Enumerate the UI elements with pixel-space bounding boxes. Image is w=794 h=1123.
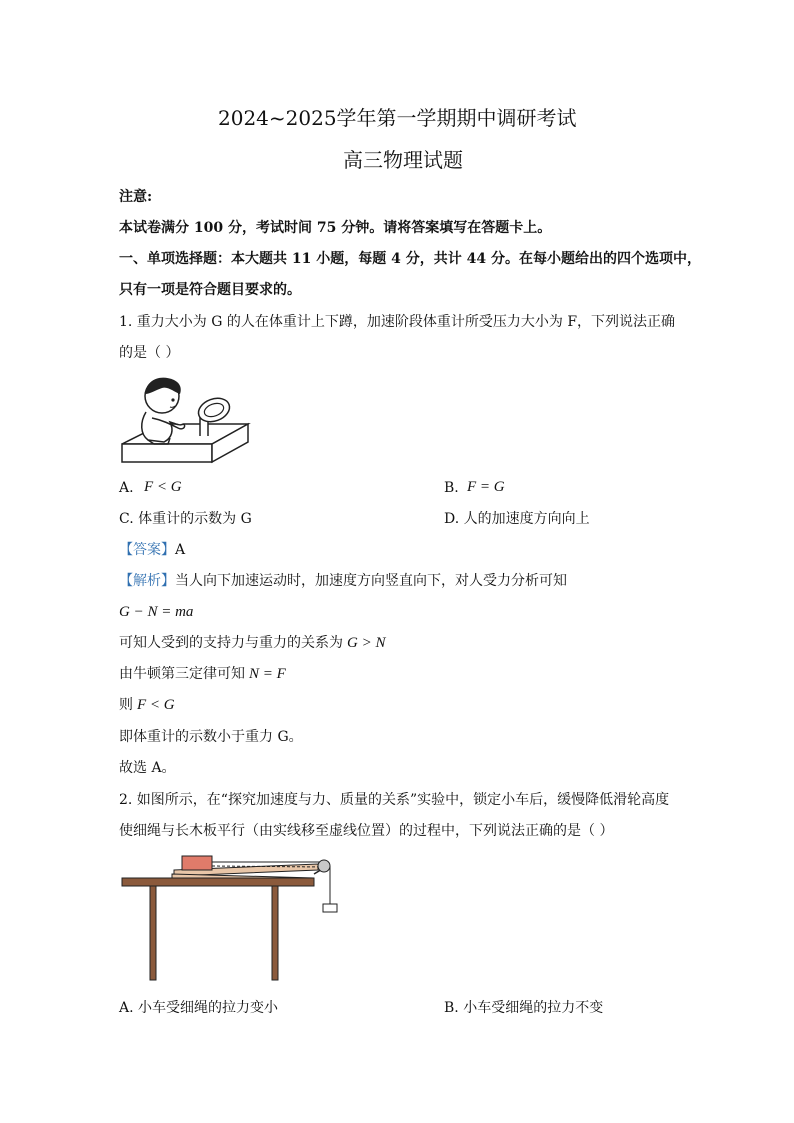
then-text: 则 [119, 697, 133, 713]
q1-answer-line [119, 541, 185, 559]
answer-tag: 【答案】 [119, 542, 175, 558]
q2-cart-pulley-table-figure [118, 850, 348, 984]
q1-then-line [119, 696, 175, 714]
support-eq: G > N [347, 635, 386, 651]
q1-stem-line1: 1. 重力大小为 G 的人在体重计上下蹲，加速阶段体重计所受压力大小为 F，下列说法正确 [119, 314, 676, 330]
q1-stem-line2: 的是（ ） [119, 345, 180, 361]
notice-label: 注意: [119, 189, 153, 205]
q1-option-a-label: A. [119, 480, 134, 496]
analysis-text: 当人向下加速运动时，加速度方向竖直向下，对人受力分析可知 [175, 573, 567, 589]
support-text: 可知人受到的支持力与重力的关系为 [119, 635, 343, 651]
q1-reading-line: 即体重计的示数小于重力 G。 [119, 729, 303, 745]
q2-option-a: A. 小车受细绳的拉力变小 [119, 1000, 279, 1016]
q2-stem-line2: 使细绳与长木板平行（由实线移至虚线位置）的过程中，下列说法正确的是（ ） [119, 823, 614, 839]
q1-support-line [119, 634, 385, 652]
q2-stem-line1: 2. 如图所示，在“探究加速度与力、质量的关系”实验中，锁定小车后，缓慢降低滑轮高度 [119, 792, 670, 808]
section-heading-line2: 只有一项是符合题目要求的。 [119, 282, 301, 298]
q1-newton-line [119, 665, 286, 683]
analysis-tag: 【解析】 [119, 573, 175, 589]
q1-option-c: C. 体重计的示数为 G [119, 511, 252, 527]
q2-option-b: B. 小车受细绳的拉力不变 [444, 1000, 604, 1016]
then-eq: F < G [137, 697, 175, 713]
q1-option-b-label: B. [444, 480, 459, 496]
q1-option-d: D. 人的加速度方向向上 [444, 511, 590, 527]
q1-analysis-line [119, 572, 567, 590]
q1-option-a-text: F < G [144, 479, 182, 495]
exam-subtitle: 高三物理试题 [343, 148, 463, 172]
newton-text: 由牛顿第三定律可知 [119, 666, 245, 682]
notice-line: 本试卷满分 100 分，考试时间 75 分钟。请将答案填写在答题卡上。 [119, 220, 552, 236]
answer-value: A [175, 542, 186, 558]
q1-squatting-person-on-scale-figure [118, 372, 253, 466]
q1-option-b-text: F = G [467, 479, 505, 495]
exam-title: 2024~2025学年第一学期期中调研考试 [218, 106, 577, 130]
section-heading-line1: 一、单项选择题：本大题共 11 小题，每题 4 分，共计 44 分。在每小题给出的四个选项中， [119, 251, 701, 267]
q1-conclusion: 故选 A。 [119, 760, 176, 776]
q1-equation-1: G − N = ma [119, 604, 194, 620]
newton-eq: N = F [249, 666, 286, 682]
